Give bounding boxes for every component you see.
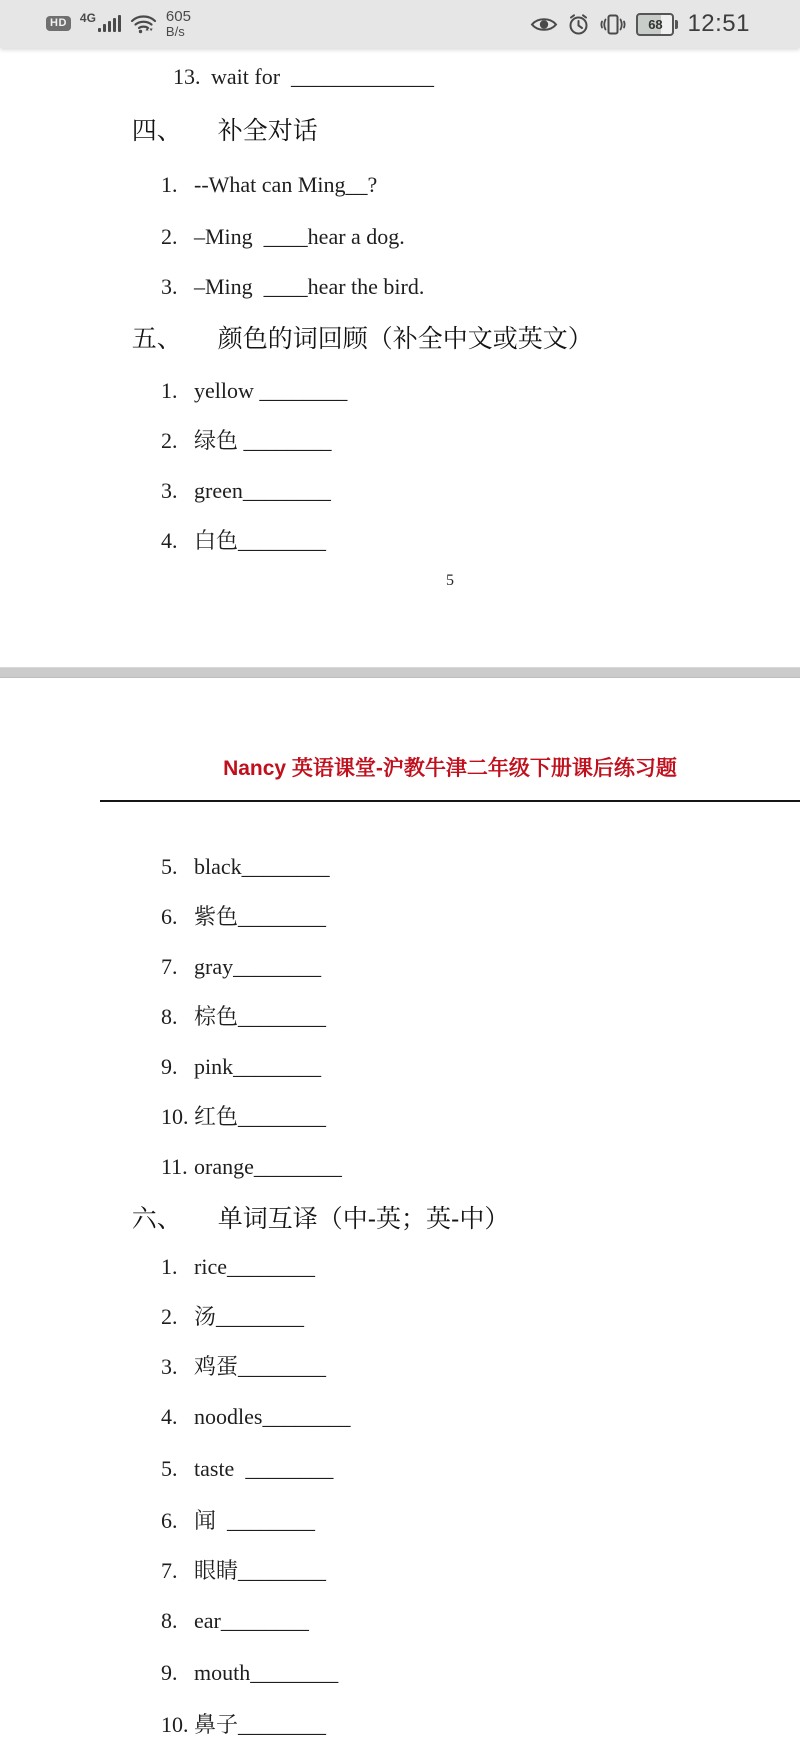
item-text: rice________ [194, 1254, 315, 1279]
item-text: taste ________ [194, 1456, 334, 1481]
item-text: 白色________ [194, 528, 327, 553]
section-number: 六、 [131, 1205, 182, 1233]
item-number: 11. [161, 1154, 188, 1179]
battery-nub [675, 20, 678, 29]
item-number: 7. [161, 1558, 178, 1583]
item-text: 鼻子________ [194, 1712, 327, 1737]
item-text: --What can Ming__? [194, 172, 378, 197]
item-text: gray________ [194, 954, 322, 979]
item-text: mouth________ [194, 1660, 339, 1685]
item-number: 1. [161, 1254, 178, 1279]
item-number: 5. [161, 1456, 178, 1481]
item-number: 2. [161, 224, 178, 249]
item-text: noodles________ [194, 1404, 351, 1429]
battery-level: 68 [636, 13, 674, 36]
section-title: 颜色的词回顾（补全中文或英文） [217, 325, 593, 353]
list-item [128, 502, 326, 580]
item-number: 9. [161, 1660, 178, 1685]
item-text: 棕色________ [194, 1004, 327, 1029]
item-number: 7. [161, 954, 178, 979]
item-text: 汤________ [194, 1304, 305, 1329]
item-number: 6. [161, 904, 178, 929]
item-text: 紫色________ [194, 904, 327, 929]
item-number: 1. [161, 378, 178, 403]
item-number: 5. [161, 854, 178, 879]
vibrate-mode-icon [599, 14, 627, 35]
section-number: 四、 [131, 117, 182, 145]
item-number: 3. [161, 274, 178, 299]
item-number: 9. [161, 1054, 178, 1079]
item-number: 6. [161, 1508, 178, 1533]
page-number: 5 [446, 572, 454, 589]
status-bar-left [46, 9, 191, 38]
item-text: 红色________ [194, 1104, 327, 1129]
section-title: 单词互译（中-英；英-中） [217, 1205, 510, 1233]
worksheet-title: Nancy 英语课堂-沪教牛津二年级下册课后练习题 [223, 757, 677, 780]
item-text: 鸡蛋________ [194, 1354, 327, 1379]
item-text: –Ming ____hear the bird. [194, 274, 425, 299]
item-text: pink________ [194, 1054, 322, 1079]
clock-time: 12:51 [687, 10, 750, 37]
item-text: black________ [194, 854, 330, 879]
alarm-clock-icon [567, 13, 590, 36]
item-number: 3. [161, 1354, 178, 1379]
item-text: 眼睛________ [194, 1558, 327, 1583]
list-item [128, 1686, 326, 1764]
status-bar[interactable] [0, 0, 800, 48]
battery-icon [636, 13, 678, 36]
network-speed [166, 9, 191, 38]
header-rule [100, 800, 800, 802]
hd-badge: HD [46, 16, 71, 31]
eye-protection-icon [530, 15, 558, 34]
item-text: green________ [194, 478, 331, 503]
item-text: ear________ [194, 1608, 309, 1633]
item-number: 1. [161, 172, 178, 197]
wifi-icon [130, 13, 157, 34]
item-number: 8. [161, 1608, 178, 1633]
section-number: 五、 [131, 325, 182, 353]
network-type-label: 4G [79, 11, 96, 26]
signal-bars-icon [98, 15, 121, 32]
network-speed-unit: B/s [165, 24, 185, 40]
status-bar-right [530, 10, 750, 38]
item-number: 8. [161, 1004, 178, 1029]
network-speed-value: 605 [165, 8, 191, 26]
item-text: yellow ________ [194, 378, 348, 403]
item-number: 2. [161, 428, 178, 453]
item-number: 10. [161, 1104, 189, 1129]
item-number: 3. [161, 478, 178, 503]
item-text: –Ming ____hear a dog. [194, 224, 405, 249]
item-number: 13. [173, 64, 201, 89]
item-text: orange________ [194, 1154, 342, 1179]
cellular-signal-icon [79, 11, 121, 32]
item-text: 绿色 ________ [194, 428, 332, 453]
item-number: 4. [161, 1404, 178, 1429]
item-number: 4. [161, 528, 178, 553]
section-title: 补全对话 [217, 117, 318, 145]
item-number: 2. [161, 1304, 178, 1329]
item-number: 10. [161, 1712, 189, 1737]
page-separator [0, 667, 800, 678]
item-text: 闻 ________ [194, 1508, 316, 1533]
item-text: wait for _____________ [211, 64, 435, 89]
